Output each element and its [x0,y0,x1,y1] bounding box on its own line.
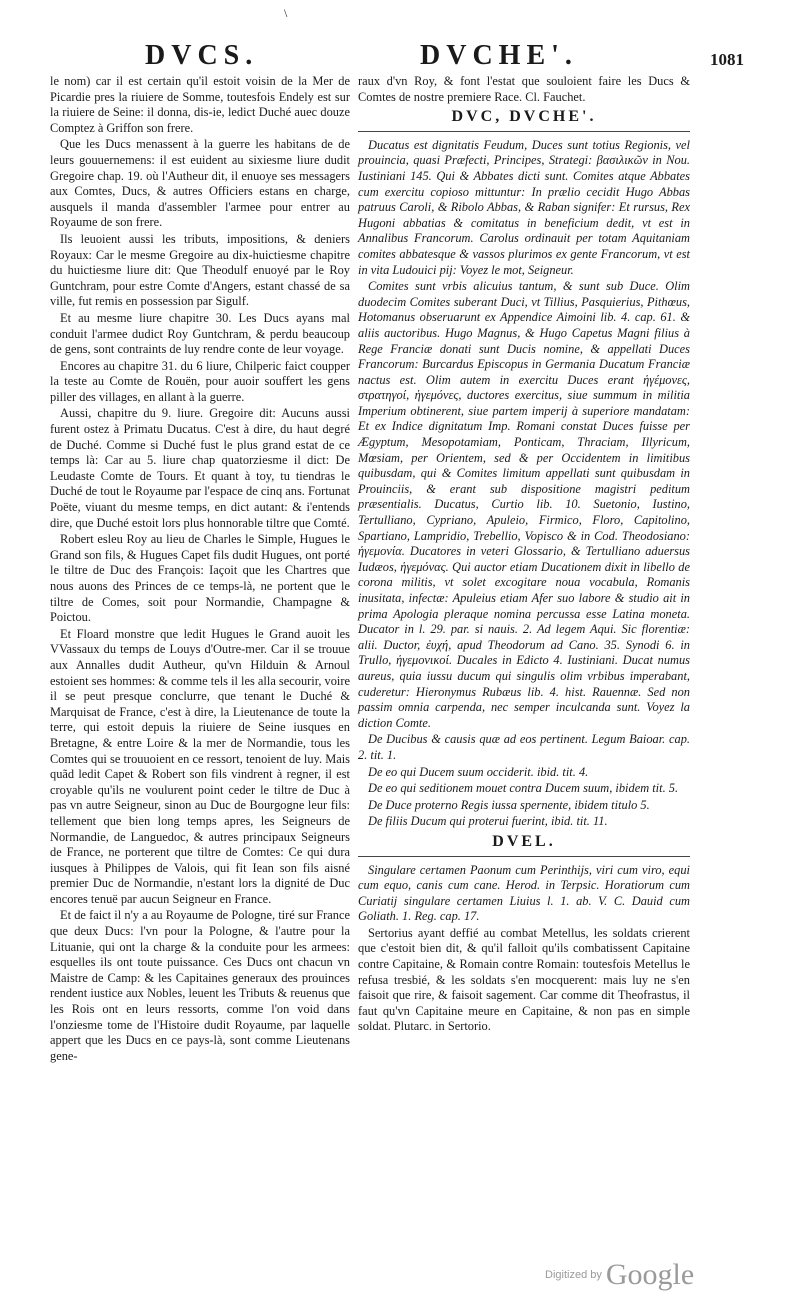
paragraph: Comites sunt vrbis alicuius tantum, & sunt sub Duce. Olim duodecim Comites suberant Duci, vt Tillius, Pasquierius, Pithœus, Hotomanus obseruarunt ex Appendice Aimoini lib. 4. cap. 61. & aliis auctoribus. Hugo Magnus, & Hugo Capetus Magni filius à Rege Franciæ donati sunt Ducis nomine, & appellati Duces Francorum: Burcardus Episcopus in Germania Ducatum Franciæ nactus est. Olim autem in exercitu Duces erant ἡγέμονες, στρατηγοί, ἡγεμόνες, ductores exercitus, siue summum in militia Imperium obtinerent, siue partem imperij à superiore mandatam: Et ex Indice dignitatum Imp. Romani constat Duces fuisse per Ægyptum, Mesopotamiam, Ponticam, Thraciam, Illyricum, Mœsiam, per Orientem, sed & per Occidentem in limitibus quibusdam, qui & Comites limitum appellati sunt quibusdam in Prouinciis, & erant sub dispositione magistri peditum præsentialis. Ducatus, Curtio lib. 10. Suetonio, Iustino, Tertulliano, Cypriano, Apuleio, Firmico, Floro, Capitolino, Spartiano, Lampridio, Trebellio, Vopisco & in Cod. Theodosiano: ἡγεμονία. Ducatores in veteri Glossario, & Tertulliano aduersus Iudæos, ἡγεμόνας. Qui auctor etiam Ducationem dixit in libello de corona militis, vt solet excogitare noua vocabula, Romanis inusitata, infectæ: Apuleius etiam Afer suo labore & studio ait in prima Apologia pleraque nomina percussa esse Latina moneta. Ducator in l. 29. par. si nauis. 2. Ad legem Aqui. Sic florentiæ: alii. Ductor, ἐυχή, apud Theodorum ad Cano. 35. Synodi 6. in Trullo, ἡγεμονικοί. Ducales in Edicto 4. Iustiniani. Ducat numus aureus, quia iussu ducum qui singulis olim vrbibus imperabant, cuderetur: Hieronymus Rubæus lib. 4. hist. Rauennæ. Sed non passim omnia carpenda, nec semper inculcanda sunt. Voyez la diction Comte. [358,279,690,730]
paragraph: De Duce proterno Regis iussa spernente, ibidem titulo 5. [368,797,650,812]
divider [358,856,690,857]
google-logo: Google [605,1258,695,1291]
paragraph: Sertorius ayant deffié au combat Metellus, les soldats crierent que c'estoit bien dit, & qu'il falloit qu'ils combatissent Capitaine contre Capitaine, & Romain contre Romain: toutesfois Metellus le refusa tresbié, & les soldats s'en mocquerent: mais luy ne s'en faisoit que rire, & faisoit sagement. Car comme dit Theofrastus, il faut qu'vn Capitaine meure en Capitaine, & non pas en simple soldat. Plutarc. in Sertorio. [358,925,690,1034]
paragraph: Et Floard monstre que ledit Hugues le Grand auoit les VVassaux du temps de Louys d'Outre-mer. Car il se trouue aux Annalles dudit Autheur, qu'vn Hilduin & Arnoul estoient ses hommes: & comme tels il les alla secourir, voire il se peut presque conclurre, que tenant le Duché & Marquisat de France, c'est à dire, la Lieutenance de toute la terre, qui estoit depuis la riuiere de Seine iusques en Bretagne, & entre Loire & la mer de Normandie, tous les Comtes qui se trouuoient en ce ressort, tenoient de luy. Mais quãd ledit Capet & Robert son fils vindrent à regner, il est croyable qu'ils ne voulurent point ceder le tiltre de Duc à pas vn autre Seigneur, sinon au Duc de Bourgogne leur fils: tellement que bien long temps apres, les Seigneurs de Normandie, de Languedoc, & autres principaux Seigneurs de France, ne porterent que tiltre de Comtes: Ce qui dura iusques à Philippes de Valois, qui fit Iean son fils aisné premier Duc de Normandie, n'estant lors la dignité de Duc encores tenuë par aucun Seigneur en France. [50,626,350,906]
paragraph: Robert esleu Roy au lieu de Charles le Simple, Hugues le Grand son fils, & Hugues Capet fils dudit Hugues, ont porté le tiltre de Duc des François: Iaçoit que les Chartres que nous auons des Princes de ce temps-là, ne portent que le tiltre de Comes, soit pour Normandie, Champagne & Poictou. [50,532,350,625]
paragraph: Et au mesme liure chapitre 30. Les Ducs ayans mal conduit l'armee dudict Roy Guntchram, & perdu beaucoup de gens, sont contraints de luy rendre conte de leur voyage. [50,310,350,357]
paragraph: Ils leuoient aussi les tributs, impositions, & deniers Royaux: Car le mesme Gregoire au dix-huictiesme chapitre du huictiesme liure dit: Que Theodulf enuoyé par le Roy Guntchram, pour estre Comte d'Angers, estant chassé de sa ville, fut remis en possession par Sigulf. [50,231,350,309]
watermark-prefix: Digitized by [545,1269,602,1281]
divider [358,131,690,132]
paragraph: De filiis Ducum qui proterui fuerint, ibid. tit. 11. [368,814,608,829]
scan-mark: \ [284,6,288,20]
paragraph: De Ducibus & causis quæ ad eos pertinent. Legum Baioar. cap. 2. tit. 1. [358,732,690,762]
paragraph: Singulare certamen Paonum cum Perinthijs, viri cum viro, equi cum equo, canis cum cane. Herod. in Terpsic. Horatiorum cum Curiatij singulare certamen Liuius l. 1. ab. V. C. Dauid cum Goliath. 1. Reg. cap. 17. [358,862,690,924]
paragraph: Ducatus est dignitatis Feudum, Duces sunt totius Regionis, vel prouincia, quasi Præfecti, Principes, Strategi: βασιλικῶν in Nou. Iustiniani 145. Qui & Abbates dicti sunt. Comites atque Abbates cum exercitu copioso mittuntur: In prælio cecidit Hugo Abbas patruus Caroli, & Ribolo Abbas, & Raban signifer: Et rursus, Rex Hugoni abbatias & comitatus in beneficium dedit, vt est in Annalibus Francorum. Carolus ordinauit per totam Aquitaniam comites abbatesque & vassos plurimos ex gente Francorum, vt est in vita Ludouici pij: Voyez le mot, Seigneur. [358,137,690,277]
left-running-head: DVCS. [145,40,259,71]
digitized-by-google-watermark [545,1258,694,1292]
paragraph: le nom) car il est certain qu'il estoit voisin de la Mer de Picardie pres la riuiere de Somme, toutesfois Endely est sur la riuiere de Seine: il donna, dis-ie, ledict Duché auec douze Comptez à Griffon son frere. [50,74,350,135]
paragraph: Aussi, chapitre du 9. liure. Gregoire dit: Aucuns aussi furent ostez à Primatu Ducatus. C'est à dire, du haut degré de Duché. Comme si Duché fust le plus grand estat de ce temps là: Car au 5. liure chap quatorziesme il dict: De Leudaste Comte de Tours. Et quant à toy, tu tiendras le Duché de tout le Royaume par l'espace de cinq ans. Fortunat Poëte, viuant du mesme temps, en dict autant: & i'entends dire, que Duché estoit lors plus honnorable tiltre que Comté. [50,406,350,530]
paragraph: Encores au chapitre 31. du 6 liure, Chilperic faict coupper la teste au Comte de Rouën, pour auoir souffert les gens piller des villages, en allant à la guerre. [50,358,350,404]
center-running-head: DVCHE'. [420,40,578,71]
paragraph: Et de faict il n'y a au Royaume de Pologne, tiré sur France que deux Ducs: l'vn pour la Pologne, & l'autre pour la Lituanie, qui ont la charge & la conduite pour les armees: esquelles ils ont toute puissance. Ces Ducs ont chacun vn Maistre de Camp: & les Capitaines generaux des prouinces rendent iustice aux Nobles, leuent les Tributs & reuenus que les Rois ont en leurs ressorts, comme l'on void dans l'onziesme tome de l'Histoire dudit Royaume, par laquelle appert que les Ducs en ce pays-là, sont comme Lieutenans gene- [50,908,350,1063]
paragraph: De eo qui seditionem mouet contra Ducem suum, ibidem tit. 5. [368,781,679,796]
section-heading-duel: DVEL. [492,832,556,850]
section-heading-duc-duche: DVC, DVCHE'. [451,108,597,126]
page-number: 1081 [710,50,744,69]
left-column [50,74,350,1065]
paragraph: Que les Ducs menassent à la guerre les habitans de de leurs gouuernemens: il est euident au sixiesme liure dudit Gregoire chap. 19. où l'Autheur dit, il enuoye ses messagers aux Comtes, Ducs, & autres Officiers estans en charge, ausquels il manda d'assembler l'armee pour entrer au Royaume de son frere. [50,137,350,230]
paragraph: raux d'vn Roy, & font l'estat que souloient faire les Ducs & Comtes de nostre premiere Race. Cl. Fauchet. [358,74,690,104]
right-column [358,74,690,1036]
paragraph: De eo qui Ducem suum occiderit. ibid. tit. 4. [368,764,589,779]
